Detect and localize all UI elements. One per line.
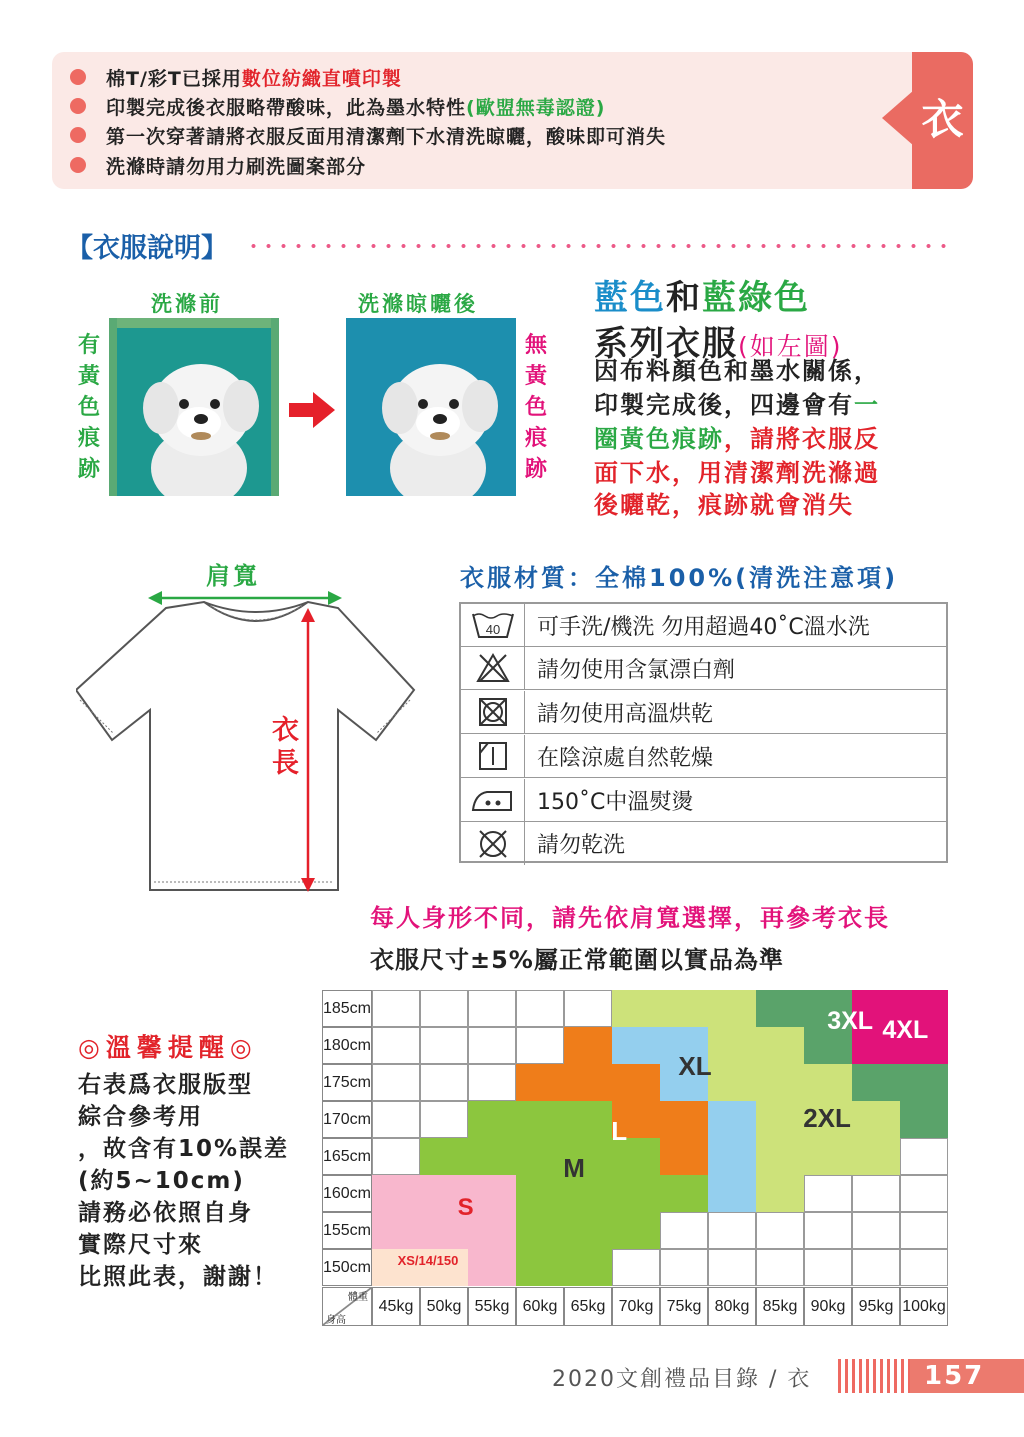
footer-stripes	[838, 1359, 910, 1393]
bullet-icon	[70, 98, 86, 114]
right-vertical-label: 無 黃 色 痕 跡	[524, 333, 547, 482]
size-cell	[468, 1101, 516, 1138]
size-cell	[612, 1175, 660, 1212]
weight-tick-label: 45kg	[372, 1287, 420, 1326]
iron-medium-icon	[461, 779, 525, 821]
size-cell	[900, 1138, 948, 1175]
category-tab-label: 衣	[921, 95, 964, 144]
size-cell	[468, 1138, 516, 1175]
care-label: 可手洗/機洗 勿用超過40˚C溫水洗	[537, 614, 870, 640]
weight-tick-label: 100kg	[900, 1287, 948, 1326]
reminder-line: 比照此表，謝謝！	[78, 1264, 278, 1290]
size-label: 2XL	[803, 1103, 851, 1134]
reminder-line: ，故含有10%誤差	[78, 1136, 290, 1162]
reminder-line: 實際尺寸來	[78, 1232, 203, 1258]
footer-title: 2020文創禮品目錄 / 衣	[552, 1367, 812, 1392]
notice-line-3	[70, 120, 666, 150]
size-cell	[804, 1064, 852, 1101]
care-label: 在陰涼處自然乾燥	[537, 745, 714, 771]
size-label: XL	[678, 1051, 712, 1082]
notice-line-1	[70, 62, 402, 92]
explain-line-4: 印製完成後，四邊會有一	[594, 391, 880, 419]
size-cell	[852, 1101, 900, 1138]
size-cell	[372, 1138, 420, 1175]
size-cell	[420, 1027, 468, 1064]
left-vertical-label: 有 黃 色 痕 跡	[77, 333, 100, 482]
size-cell	[564, 1249, 612, 1286]
size-cell	[564, 990, 612, 1027]
notice-highlight: (歐盟無毒認證)	[466, 96, 606, 119]
tshirt-diagram	[76, 560, 436, 904]
size-cell	[516, 1101, 564, 1138]
notice-highlight: 數位紡織直噴印製	[241, 67, 402, 90]
size-cell	[804, 1212, 852, 1249]
weight-tick-label: 80kg	[708, 1287, 756, 1326]
size-cell	[852, 1249, 900, 1286]
size-cell	[708, 1249, 756, 1286]
weight-tick-label: 85kg	[756, 1287, 804, 1326]
size-cell	[900, 1249, 948, 1286]
size-cell	[516, 990, 564, 1027]
care-row	[461, 691, 946, 734]
reminder-title: ◎溫馨提醒◎	[78, 1033, 258, 1062]
explain-line-6: 面下水，用清潔劑洗滌過	[594, 459, 880, 487]
size-cell	[804, 1175, 852, 1212]
size-cell	[372, 1064, 420, 1101]
reminder-line: 右表爲衣服版型	[78, 1072, 253, 1098]
size-cell	[372, 990, 420, 1027]
weight-tick-label: 50kg	[420, 1287, 468, 1326]
size-cell	[708, 1175, 756, 1212]
size-cell	[372, 1175, 420, 1212]
care-row	[461, 779, 946, 822]
size-cell	[708, 1101, 756, 1138]
size-note-2: 衣服尺寸±5%屬正常範圍以實品為準	[370, 946, 784, 974]
size-cell	[756, 1212, 804, 1249]
line-dry-shade-icon	[461, 735, 525, 777]
size-cell	[852, 1175, 900, 1212]
size-cell	[516, 1027, 564, 1064]
size-cell	[420, 990, 468, 1027]
notice-text: 第一次穿著請將衣服反面用清潔劑下水清洗晾曬，酸味即可消失	[106, 125, 667, 148]
size-cell	[420, 1101, 468, 1138]
care-title: 衣服材質：全棉100%(清洗注意項)	[460, 564, 899, 592]
explain-heading-2: 系列衣服(如左圖)	[594, 324, 843, 364]
size-note-1: 每人身形不同，請先依肩寬選擇，再參考衣長	[370, 904, 890, 932]
no-tumble-dry-icon	[461, 691, 525, 733]
before-caption: 洗滌前	[151, 292, 223, 316]
size-cell	[756, 1027, 804, 1064]
page-number: 157	[910, 1359, 1024, 1393]
size-cell	[708, 1138, 756, 1175]
arrow-right-icon	[289, 392, 335, 432]
height-tick-label: 155cm	[322, 1212, 372, 1249]
size-cell	[612, 1064, 660, 1101]
weight-tick-label: 55kg	[468, 1287, 516, 1326]
length-label: 衣 長	[272, 715, 299, 779]
size-cell	[516, 1175, 564, 1212]
size-cell	[756, 1101, 804, 1138]
care-row	[461, 822, 946, 865]
svg-text:40: 40	[485, 622, 500, 637]
size-label: S	[457, 1193, 474, 1221]
notice-text: 印製完成後衣服略帶酸味，此為墨水特性	[106, 96, 467, 119]
size-cell	[660, 1175, 708, 1212]
size-cell	[708, 1064, 756, 1101]
care-row	[461, 604, 946, 647]
size-cell	[516, 1249, 564, 1286]
size-cell	[756, 1249, 804, 1286]
bullet-icon	[70, 127, 86, 143]
weight-tick-label: 65kg	[564, 1287, 612, 1326]
explain-line-3: 因布料顏色和墨水關係，	[594, 357, 880, 385]
size-label: XS/14/150	[397, 1253, 459, 1268]
size-label: 3XL	[827, 1006, 874, 1035]
size-label: M	[563, 1153, 585, 1184]
axis-corner: 體重 身高	[322, 1287, 372, 1326]
size-cell	[516, 1064, 564, 1101]
size-cell	[852, 1138, 900, 1175]
care-label: 請勿使用高溫烘乾	[537, 701, 714, 727]
explain-line-7: 後曬乾，痕跡就會消失	[594, 491, 854, 519]
size-cell	[468, 1175, 516, 1212]
size-cell	[900, 1175, 948, 1212]
size-cell	[900, 1064, 948, 1101]
size-cell	[372, 1027, 420, 1064]
photo-before-wash	[109, 318, 279, 496]
no-dry-clean-icon	[461, 822, 525, 865]
notice-line-2	[70, 91, 605, 121]
size-cell	[660, 1212, 708, 1249]
size-cell	[612, 990, 660, 1027]
weight-tick-label: 75kg	[660, 1287, 708, 1326]
size-cell	[660, 1249, 708, 1286]
size-cell	[372, 1101, 420, 1138]
photo-after-wash	[346, 318, 516, 496]
size-cell	[660, 1138, 708, 1175]
notice-text: 洗滌時請勿用力刷洗圖案部分	[106, 155, 367, 178]
size-cell	[804, 1138, 852, 1175]
size-cell	[420, 1064, 468, 1101]
care-label: 請勿乾洗	[537, 833, 626, 858]
dotted-divider	[246, 244, 948, 248]
size-cell	[516, 1212, 564, 1249]
care-row	[461, 647, 946, 690]
size-cell	[372, 1212, 420, 1249]
no-bleach-icon	[461, 647, 525, 689]
size-cell	[468, 1249, 516, 1286]
care-label: 請勿使用含氯漂白劑	[537, 657, 736, 683]
weight-tick-label: 70kg	[612, 1287, 660, 1326]
weight-tick-label: 90kg	[804, 1287, 852, 1326]
size-cell	[468, 1027, 516, 1064]
care-label: 150˚C中溫熨燙	[537, 789, 694, 815]
shoulder-width-label: 肩寬	[206, 562, 260, 590]
weight-tick-label: 95kg	[852, 1287, 900, 1326]
section-title: 【衣服說明】	[66, 233, 228, 264]
care-table	[459, 602, 948, 863]
size-cell	[564, 1101, 612, 1138]
bullet-icon	[70, 157, 86, 173]
notice-text: 棉T/彩T已採用	[106, 67, 242, 90]
size-cell	[660, 1101, 708, 1138]
size-cell	[468, 990, 516, 1027]
height-tick-label: 150cm	[322, 1249, 372, 1286]
size-cell	[852, 1212, 900, 1249]
size-cell	[900, 1101, 948, 1138]
size-chart	[322, 990, 950, 1326]
size-cell	[468, 1064, 516, 1101]
size-cell	[516, 1138, 564, 1175]
size-cell	[756, 1064, 804, 1101]
size-cell	[564, 1212, 612, 1249]
size-cell	[756, 990, 804, 1027]
size-cell	[804, 1249, 852, 1286]
reminder-line: (約5~10cm)	[78, 1168, 245, 1194]
size-cell	[708, 1027, 756, 1064]
size-cell	[852, 1064, 900, 1101]
bullet-icon	[70, 69, 86, 85]
size-cell	[564, 1064, 612, 1101]
explain-heading-1: 藍色和藍綠色	[594, 278, 810, 318]
size-cell	[756, 1175, 804, 1212]
reminder-line: 請務必依照自身	[78, 1200, 253, 1226]
size-cell	[468, 1212, 516, 1249]
size-label: 4XL	[882, 1016, 929, 1045]
height-tick-label: 175cm	[322, 1064, 372, 1101]
height-tick-label: 170cm	[322, 1101, 372, 1138]
size-cell	[900, 1212, 948, 1249]
height-tick-label: 165cm	[322, 1138, 372, 1175]
size-cell	[420, 1138, 468, 1175]
height-tick-label: 185cm	[322, 990, 372, 1027]
notice-line-4	[70, 150, 366, 180]
size-label: L	[611, 1116, 628, 1147]
size-cell	[612, 1027, 660, 1064]
height-tick-label: 160cm	[322, 1175, 372, 1212]
reminder-line: 綜合參考用	[78, 1104, 203, 1130]
weight-tick-label: 60kg	[516, 1287, 564, 1326]
care-row	[461, 735, 946, 778]
size-cell	[708, 990, 756, 1027]
size-cell	[564, 1027, 612, 1064]
size-cell	[708, 1212, 756, 1249]
explain-line-5: 圈黃色痕跡，請將衣服反	[594, 425, 880, 453]
after-caption: 洗滌晾曬後	[358, 292, 478, 316]
height-tick-label: 180cm	[322, 1027, 372, 1064]
size-cell	[756, 1138, 804, 1175]
size-cell	[612, 1249, 660, 1286]
tab-notch	[882, 90, 914, 146]
size-cell	[612, 1212, 660, 1249]
size-cell	[660, 990, 708, 1027]
wash-40-icon	[461, 604, 525, 646]
